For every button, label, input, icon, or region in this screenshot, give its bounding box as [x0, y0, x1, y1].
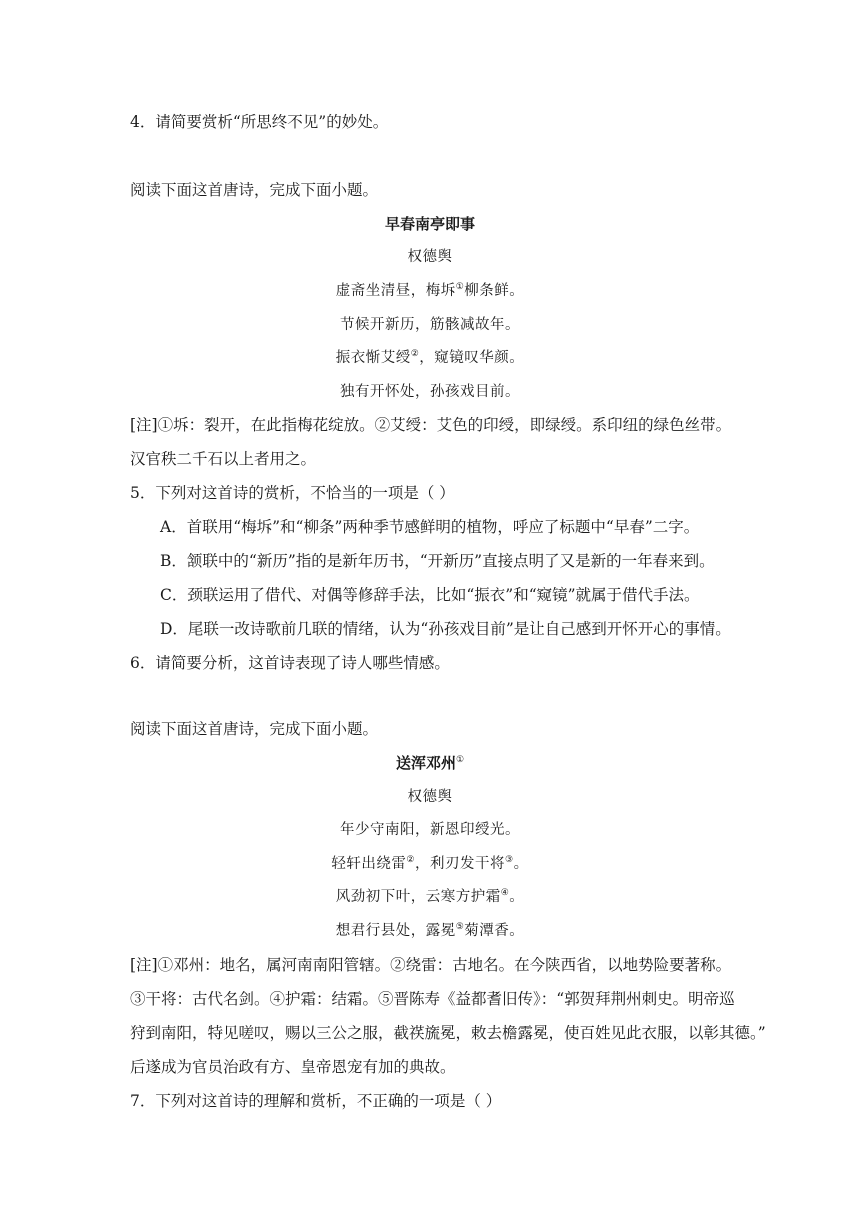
section1-intro: 阅读下面这首唐诗，完成下面小题。	[130, 181, 379, 199]
poem1-note: [注]①坼：裂开，在此指梅花绽放。②艾绶：艾色的印绶，即绿绶。系印纽的绿色丝带。	[130, 416, 732, 434]
poem2-note: [注]①邓州：地名，属河南南阳管辖。②绕雷：古地名。在今陕西省，以地势险要著称。	[130, 956, 732, 974]
poem2-line: 年少守南阳，新恩印绶光。	[340, 822, 520, 838]
poem1-note: 汉官秩二千石以上者用之。	[130, 450, 317, 468]
poem2-note: ③干将：古代名剑。④护霜：结霜。⑤晋陈寿《益都耆旧传》：“郭贺拜荆州刺史。明帝巡	[130, 990, 735, 1008]
option-c: C．颈联运用了借代、对偶等修辞手法，比如“振衣”和“窥镜”就属于借代手法。	[160, 586, 700, 604]
section2-intro: 阅读下面这首唐诗，完成下面小题。	[130, 720, 379, 738]
poem1-author: 权德舆	[407, 249, 453, 265]
poem2-author: 权德舆	[407, 789, 453, 805]
poem1-line: 虚斋坐清昼，梅坼①柳条鲜。	[335, 282, 525, 299]
poem1-line: 独有开怀处，孙孩戏目前。	[340, 384, 520, 400]
question-6: 6．请简要分析，这首诗表现了诗人哪些情感。	[130, 654, 450, 672]
poem2-title: 送浑邓州①	[395, 754, 465, 772]
poem2-line: 轻轩出绕雷②，利刃发干将③。	[331, 855, 529, 872]
poem1-title: 早春南亭即事	[384, 215, 475, 233]
poem2-note: 狩到南阳，特见嗟叹，赐以三公之服，截䄏旒冕，敕去檐露冕，使百姓见此衣服，以彰其德。”	[130, 1024, 766, 1042]
poem1-line: 振衣惭艾绶②，窥镜叹华颜。	[335, 349, 525, 366]
question-7: 7．下列对这首诗的理解和赏析，不正确的一项是（ ）	[130, 1092, 502, 1110]
option-a: A．首联用“梅坼”和“柳条”两种季节感鲜明的植物，呼应了标题中“早春”二字。	[160, 518, 700, 536]
poem2-note: 后遂成为官员治政有方、皇帝恩宠有加的典故。	[130, 1058, 456, 1076]
poem1-line: 节候开新历，筋骸减故年。	[340, 317, 520, 333]
option-b: B．颔联中的“新历”指的是新年历书，“开新历”直接点明了又是新的一年春来到。	[160, 552, 715, 570]
poem2-line: 风劲初下叶，云寒方护霜④。	[335, 888, 525, 905]
question-4: 4．请简要赏析“所思终不见”的妙处。	[130, 113, 389, 131]
option-d: D．尾联一改诗歌前几联的情绪，认为“孙孩戏目前”是让自己感到开怀开心的事情。	[160, 620, 731, 638]
poem2-line: 想君行县处，露冕⑤菊潭香。	[335, 922, 525, 939]
question-5: 5．下列对这首诗的赏析，不恰当的一项是（ ）	[130, 484, 455, 502]
